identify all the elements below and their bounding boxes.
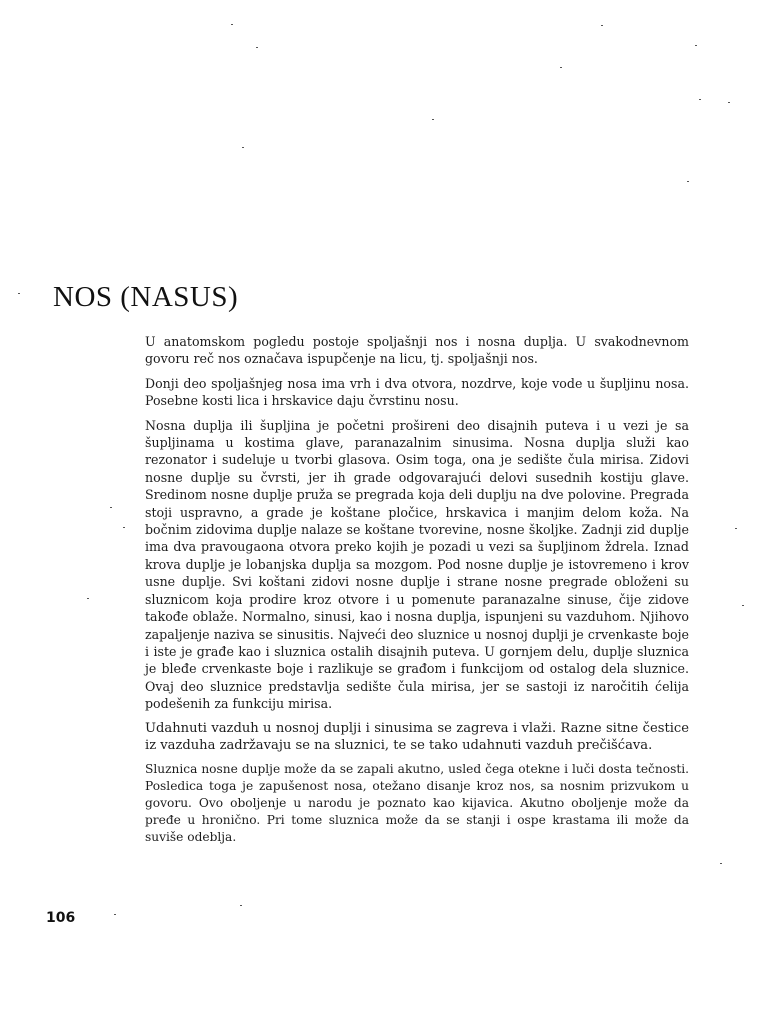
scan-speck: [735, 528, 737, 529]
scan-speck: [231, 24, 233, 25]
scan-speck: [18, 293, 20, 294]
scan-speck: [560, 67, 562, 68]
paragraph: Donji deo spoljašnjeg nosa ima vrh i dva otvora, nozdrve, koje vode u šupljinu nosa. Posebne kosti lica i hrskavice daju čvrstinu nosu.: [145, 375, 689, 409]
scan-speck: [242, 147, 244, 148]
article-body: [145, 333, 689, 852]
scan-speck: [123, 527, 125, 528]
paragraph: Sluznica nosne duplje može da se zapali akutno, usled čega otekne i luči dosta tečnosti. Posledica toga je zapušenost nosa, otežano disanje kroz nos, sa nosnim prizvukom u govoru. Ovo oboljenje u narodu je poznato kao kijavica. Akutno oboljenje može da pređe u hronično. Pri tome sluznica može da se stanji i ospe krastama ili može da suviše odeblja.: [145, 762, 689, 844]
scan-speck: [256, 47, 258, 48]
scan-speck: [742, 605, 744, 606]
scan-speck: [240, 905, 242, 906]
paragraph: U anatomskom pogledu postoje spoljašnji nos i nosna duplja. U svakodnevnom govoru reč nos označava ispupčenje na licu, tj. spoljašnji nos.: [145, 334, 689, 367]
scan-speck: [687, 181, 689, 182]
scan-speck: [601, 25, 603, 26]
paragraph: Udahnuti vazduh u nosnoj duplji i sinusima se zagreva i vlaži. Razne sitne čestice iz vazduha zadržavaju se na sluznici, te se tako udahnuti vazduh prečišćava.: [145, 720, 689, 753]
scan-speck: [720, 863, 722, 864]
scan-speck: [87, 598, 89, 599]
scan-speck: [728, 102, 730, 103]
scan-speck: [432, 119, 434, 120]
page-title: NOS (NASUS): [53, 281, 239, 313]
scan-speck: [110, 507, 112, 508]
scan-speck: [695, 45, 697, 46]
paragraph: Nosna duplja ili šupljina je početni prošireni deo disajnih puteva i u vezi je sa šupljinama u kostima glave, paranazalnim sinusima. Nosna duplja služi kao rezonator i sudeluje u tvorbi glasova. Osim toga, ona je sedište čula mirisa. Zidovi nosne duplje su čvrsti, jer ih grade odgovarajući delovi susednih kostiju glave. Sredinom nosne duplje pruža se pregrada koja deli duplju na dve polovine. Pregrada stoji uspravno, a grade je koštane pločice, hrskavica i manjim delom koža. Na bočnim zidovima duplje nalaze se koštane tvorevine, nosne školjke. Zadnji zid duplje ima dva pravougaona otvora preko kojih je pozadi u vezi sa šupljinom ždrela. Iznad krova duplje je lobanjska duplja sa mozgom. Pod nosne duplje je istovremeno i krov usne duplje. Svi koštani zidovi nosne duplje i strane nosne pregrade obloženi su sluznicom koja prodire kroz otvore i u pomenute paranazalne sinuse, čije zidove takođe oblaže. Normalno, sinusi, kao i nosna duplja, ispunjeni su vazduhom. Njihovo zapaljenje naziva se sinusitis. Najveći deo sluznice u nosnoj duplji je crvenkaste boje i iste je građe kao i sluznica ostalih disajnih puteva. U gornjem delu, duplje sluznica je bleđe crvenkaste boje i razlikuje se građom i funkcijom od ostalog dela sluznice. Ovaj deo sluznice predstavlja sedište čula mirisa, jer se sastoji iz naročitih ćelija podešenih za funkciju mirisa.: [145, 417, 689, 712]
scan-speck: [114, 914, 116, 915]
scan-speck: [699, 99, 701, 100]
page-number: 106: [46, 910, 76, 926]
